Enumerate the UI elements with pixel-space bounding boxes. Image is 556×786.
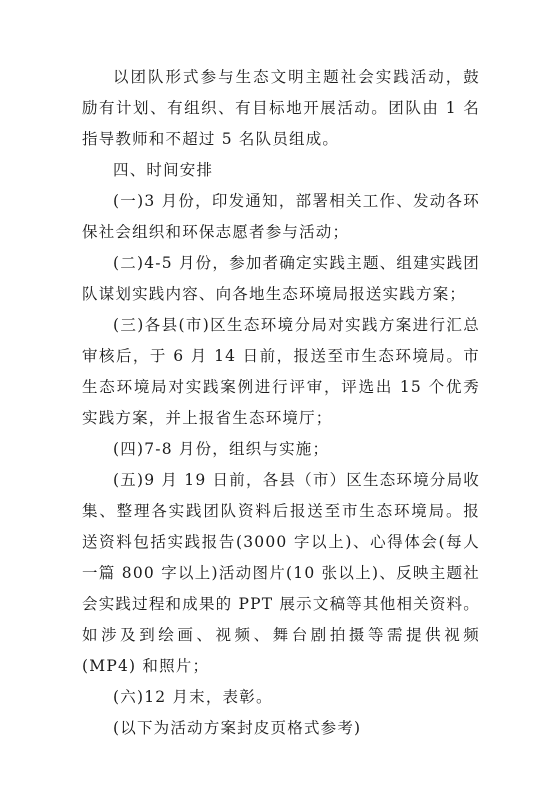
document-body: [82, 62, 480, 744]
paragraph-schedule-6: (六)12 月末，表彰。: [113, 688, 273, 706]
paragraph-schedule-5: (五)9 月 19 日前，各县（市）区生态环境分局收集、整理各实践团队资料后报送至市生态环境局。报送资料包括实践报告(3000 字以上)、心得体会(每人一篇 800 字以上)活动图片(10 张以上)、反映主题社会实践过程和成果的 PPT 展示文稿等其他相关资料。如涉及到绘画、视频、舞台剧拍摄等需提供视频(MP4) 和照片；: [82, 471, 480, 675]
paragraph-schedule-1: (一)3 月份，印发通知，部署相关工作、发动各环保社会组织和环保志愿者参与活动；: [82, 192, 480, 241]
paragraph-team-format: 以团队形式参与生态文明主题社会实践活动，鼓励有计划、有组织、有目标地开展活动。团队由 1 名指导教师和不超过 5 名队员组成。: [82, 68, 480, 148]
paragraph-schedule-3: (三)各县(市)区生态环境分局对实践方案进行汇总审核后，于 6 月 14 日前，报送至市生态环境局。市生态环境局对实践案例进行评审，评选出 15 个优秀实践方案，并上报省生态环境厅；: [82, 316, 480, 427]
paragraph-schedule-2: (二)4-5 月份，参加者确定实践主题、组建实践团队谋划实践内容、向各地生态环境局报送实践方案；: [82, 254, 480, 303]
paragraph-cover-reference: (以下为活动方案封皮页格式参考): [113, 719, 362, 737]
section-heading-schedule: 四、时间安排: [113, 161, 214, 179]
paragraph-schedule-4: (四)7-8 月份，组织与实施；: [113, 440, 330, 458]
